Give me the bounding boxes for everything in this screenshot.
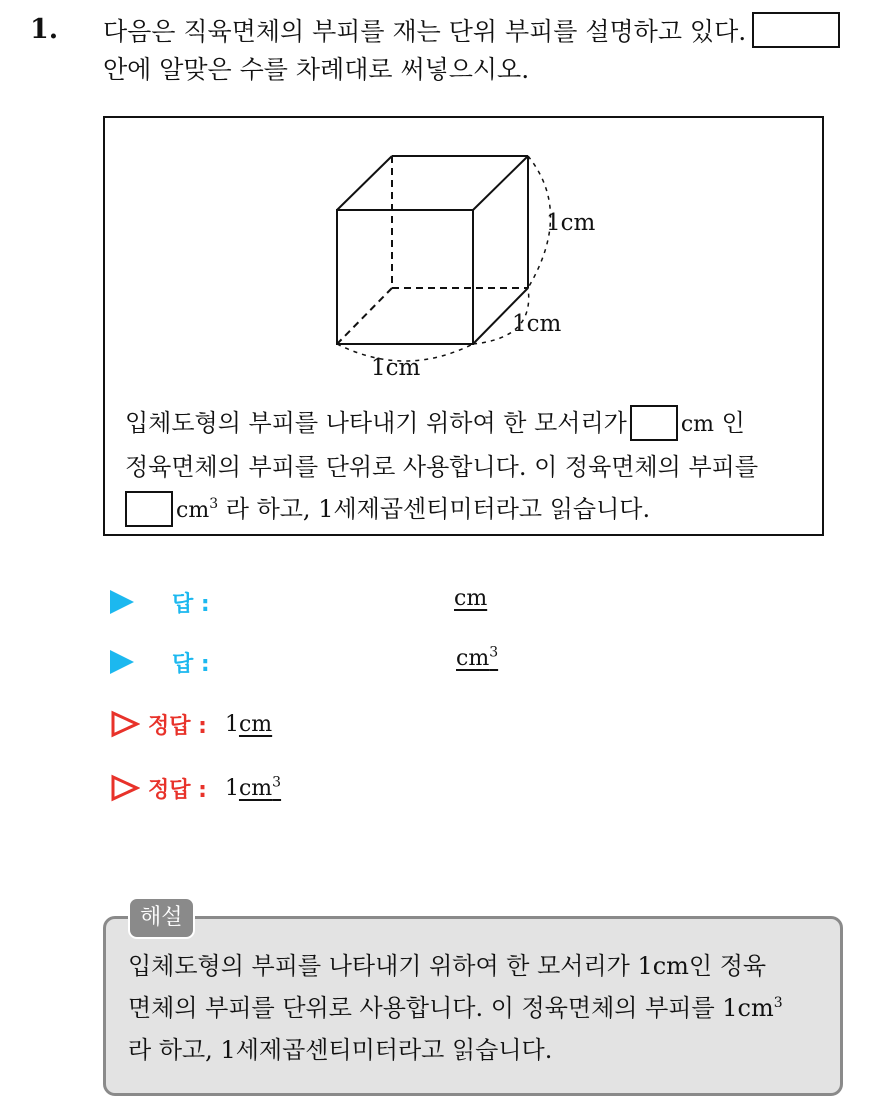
answer-unit: $cm^3$: [456, 644, 499, 671]
label-width: 1cm: [371, 355, 421, 381]
solution-tag: 해설: [128, 897, 195, 939]
question-number: 1.: [30, 14, 59, 45]
solution-text: 입체도형의 부피를 나타내기 위하여 한 모서리가 1cm인 정육 면체의 부피를 단위로 사용합니다. 이 정육면체의 부피를 $1cm^3$ 라 하고, 1세제곱센티미터라고 읽습니다.: [128, 952, 783, 1064]
edge-blank-box: [630, 405, 678, 441]
solution-line1: 입체도형의 부피를 나타내기 위하여 한 모서리가 1cm인 정육: [128, 952, 767, 980]
label-height: 1cm: [546, 210, 596, 236]
solution-line3: 라 하고, 1세제곱센티미터라고 읽습니다.: [128, 1036, 553, 1064]
cube-hidden-edge: [337, 288, 392, 344]
play-triangle-icon: [110, 590, 134, 614]
question-text-line1: 다음은 직육면체의 부피를 재는 단위 부피를 설명하고 있다.: [103, 17, 747, 46]
correct-row-2: [110, 768, 281, 808]
correct-value: $1cm^3$: [224, 774, 282, 801]
answer-row-2: [110, 642, 499, 682]
answer-row-1: [110, 582, 488, 622]
figure-line1-end: 인: [721, 409, 745, 437]
figure-box: [103, 116, 824, 536]
solution-line2: 면체의 부피를 단위로 사용합니다. 이 정육면체의 부피를 1cm: [128, 994, 774, 1022]
figure-line1: 입체도형의 부피를 나타내기 위하여 한 모서리가: [125, 409, 627, 437]
cube-diagram: [325, 132, 665, 382]
question-text: [103, 14, 873, 88]
play-triangle-icon: [110, 650, 134, 674]
correct-label: 정답 :: [148, 713, 207, 739]
figure-description: [125, 402, 815, 532]
cube-edge: [473, 156, 528, 210]
outline-triangle-icon: [110, 774, 140, 802]
figure-line3: 라 하고, 1세제곱센티미터라고 읽습니다.: [225, 495, 651, 523]
figure-line1-unit: cm: [680, 412, 715, 437]
solution-box: [103, 916, 843, 1096]
answer-label: 답 :: [172, 591, 210, 617]
question-blank-box: [752, 12, 840, 48]
correct-row-1: [110, 704, 272, 744]
outline-triangle-icon: [110, 710, 140, 738]
correct-value: 1cm: [224, 711, 273, 737]
correct-label: 정답 :: [148, 777, 207, 803]
figure-line2: 정육면체의 부피를 단위로 사용합니다. 이 정육면체의 부피를: [125, 453, 759, 481]
figure-line3-sup: 3: [209, 496, 219, 512]
question-text-line2: 안에 알맞은 수를 차례대로 써넣으시오.: [103, 54, 530, 84]
cube-edge: [337, 156, 392, 210]
label-depth: 1cm: [512, 311, 562, 337]
figure-line3-unit: cm: [176, 498, 210, 523]
answer-label: 답 :: [172, 651, 210, 677]
answer-unit: cm: [454, 586, 488, 611]
volume-blank-box: [125, 491, 173, 527]
